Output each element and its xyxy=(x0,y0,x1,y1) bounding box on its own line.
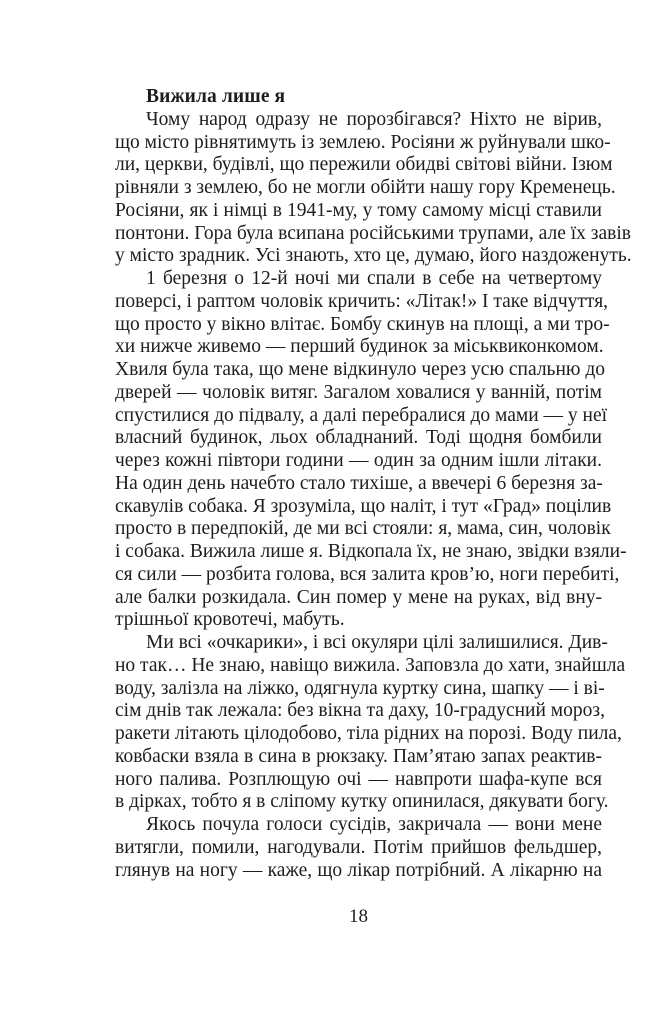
text-line: Росіяни, як і німці в 1941-му, у тому самому місці ставили xyxy=(115,199,602,221)
text-line: і собака. Вижила лише я. Відкопала їх, не знаю, звідки взяли- xyxy=(115,541,627,562)
text-line: ся сили — розбита голова, вся залита кров’ю, ноги перебиті, xyxy=(115,563,620,585)
text-line: хи нижче живемо — перший будинок за міськвиконкомом. xyxy=(115,336,604,358)
paragraphs-container xyxy=(115,108,632,883)
text-line: через кожні півтори години — один за одним ішли літаки. xyxy=(115,450,602,471)
text-line: ли, церкви, будівлі, що пережили обидві світові війни. Ізюм xyxy=(115,154,613,176)
text-line: що просто у вікно влітає. Бомбу скинув на площі, а ми тро- xyxy=(115,313,610,335)
text-line: понтони. Гора була всипана російськими трупами, але їх завів xyxy=(115,222,631,244)
text-line: спустилися до підвалу, а далі перебралися до мами — у неї xyxy=(115,404,608,426)
text-line: витягли, помили, нагодували. Потім прийшов фельдшер, xyxy=(115,836,602,858)
text-line: Ми всі «очкарики», і всі окуляри цілі залишилися. Див- xyxy=(146,632,608,653)
paragraph xyxy=(115,814,602,882)
text-line: але балки розкидала. Син помер у мене на руках, від вну- xyxy=(115,586,602,608)
text-line: ракети літають цілодобово, тіла рідних на порозі. Воду пила, xyxy=(115,723,622,744)
page-number: 18 xyxy=(349,906,368,927)
paragraph xyxy=(115,108,632,268)
text-line: сім днів так лежала: без вікна та даху, 10-градусний мороз, xyxy=(115,700,605,722)
paragraph xyxy=(115,632,626,814)
text-line: Хвиля була така, що мене відкинуло через усю спальню до xyxy=(115,359,605,380)
text-line: 1 березня о 12-й ночі ми спали в себе на четвертому xyxy=(146,268,602,289)
text-line: у місто зрадник. Усі знають, хто це, думаю, його наздоженуть. xyxy=(115,245,632,267)
text-line: скавулів собака. Я зрозуміла, що наліт, і тут «Град» поцілив xyxy=(115,495,612,517)
text-block xyxy=(115,86,632,882)
text-line: дверей — чоловік витяг. Загалом ховалися у ванній, потім xyxy=(115,381,602,403)
text-line: но так… Не знаю, навіщо вижила. Заповзла до хати, знайшла xyxy=(115,654,626,676)
text-line: На один день начебто стало тихіше, а ввечері 6 березня за- xyxy=(115,472,603,494)
text-line: просто в передпокій, де ми всі стояли: я, мама, син, чоловік xyxy=(115,518,611,540)
text-line: воду, залізла на ліжко, одягнула куртку сина, шапку — і ві- xyxy=(115,677,605,699)
story-heading: Вижила лише я xyxy=(146,86,286,107)
text-line: ного палива. Розплющую очі — навпроти шафа-купе вся xyxy=(115,768,602,790)
text-line: в дірках, тобто я в сліпому кутку опинилася, дякувати богу. xyxy=(115,791,609,813)
text-line: ковбаски взяла в сина в рюкзаку. Пам’ятаю запах реактив- xyxy=(115,745,602,767)
text-line: Чому народ одразу не порозбігався? Ніхто не вірив, xyxy=(146,108,602,130)
text-line: поверсі, і раптом чоловік кричить: «Літак!» І таке відчуття, xyxy=(115,290,609,312)
text-line: власний будинок, льох обладнаний. Тоді щодня бомбили xyxy=(115,427,602,449)
text-line: трішньої кровотечі, мабуть. xyxy=(115,609,345,631)
text-line: глянув на ногу — каже, що лікар потрібний. А лікарню на xyxy=(115,859,602,881)
text-line: що місто рівнятимуть із землею. Росіяни ж руйнували шко- xyxy=(115,131,611,153)
text-line: рівняли з землею, бо не могли обійти нашу гору Кременець. xyxy=(115,177,616,198)
text-line: Якось почула голоси сусідів, закричала — вони мене xyxy=(146,814,602,835)
paragraph xyxy=(115,268,627,632)
